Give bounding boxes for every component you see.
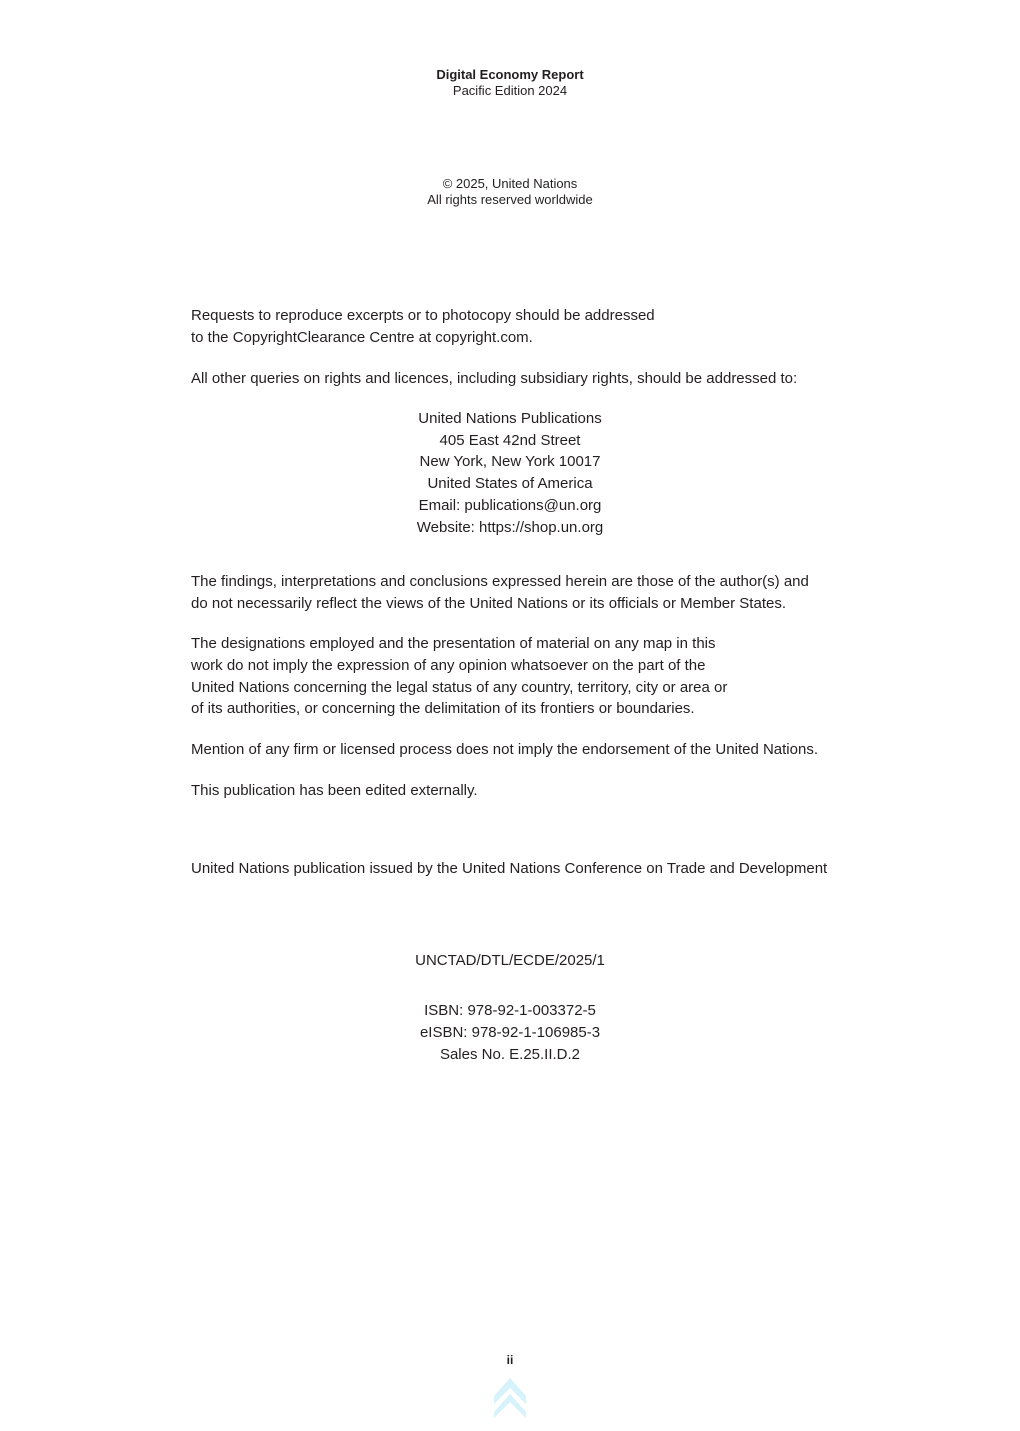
- sales-number-line: Sales No. E.25.II.D.2: [439, 1045, 581, 1063]
- rights-line: All rights reserved worldwide: [427, 192, 593, 207]
- address-line: United States of America: [427, 475, 593, 493]
- paragraph-line: work do not imply the expression of any opinion whatsoever on the part of the: [191, 656, 706, 674]
- paragraph-line: Mention of any firm or licensed process does not imply the endorsement of the United Nations.: [191, 741, 818, 758]
- running-header: [0, 67, 1020, 99]
- publisher-address: [0, 408, 1020, 538]
- editing-note: [191, 780, 851, 802]
- paragraph-line: do not necessarily reflect the views of the United Nations or its officials or Member States.: [191, 594, 786, 612]
- paragraph-line: to the CopyrightClearance Centre at copyright.com.: [191, 328, 533, 346]
- copyright-line: © 2025, United Nations: [442, 176, 578, 191]
- eisbn-line: eISBN: 978-92-1-106985-3: [419, 1023, 601, 1041]
- page-number: ii: [506, 1353, 514, 1367]
- address-line: 405 East 42nd Street: [439, 431, 581, 449]
- issuer-statement: [191, 858, 851, 880]
- paragraph-line: Requests to reproduce excerpts or to photocopy should be addressed: [191, 307, 655, 324]
- copyright-notice: [0, 176, 1020, 208]
- email-line: Email: publications@un.org: [418, 496, 602, 514]
- paragraph-line: United Nations publication issued by the United Nations Conference on Trade and Development: [191, 860, 828, 877]
- isbn-line: ISBN: 978-92-1-003372-5: [424, 1002, 596, 1019]
- endorsement-disclaimer: [191, 739, 851, 761]
- paragraph-line: of its authorities, or concerning the delimitation of its frontiers or boundaries.: [191, 700, 695, 718]
- paragraph-line: The designations employed and the presentation of material on any map in this: [191, 635, 716, 652]
- queries-paragraph: [191, 368, 851, 390]
- designations-disclaimer: [191, 633, 851, 720]
- findings-disclaimer: [191, 571, 851, 615]
- reproduction-requests-paragraph: [191, 305, 851, 349]
- document-symbol-line: UNCTAD/DTL/ECDE/2025/1: [415, 952, 605, 969]
- website-line: Website: https://shop.un.org: [416, 518, 604, 536]
- paragraph-line: This publication has been edited externally.: [191, 782, 478, 799]
- double-chevron-up-icon: [494, 1378, 526, 1418]
- document-symbol: [0, 950, 1020, 972]
- paragraph-line: United Nations concerning the legal status of any country, territory, city or area or: [191, 678, 728, 696]
- address-line: New York, New York 10017: [419, 453, 601, 471]
- paragraph-line: The findings, interpretations and conclusions expressed herein are those of the author(s) and: [191, 573, 809, 590]
- publication-identifiers: [0, 1000, 1020, 1065]
- address-line: United Nations Publications: [418, 410, 602, 427]
- paragraph-line: All other queries on rights and licences, including subsidiary rights, should be addressed to:: [191, 370, 798, 387]
- report-subtitle: Pacific Edition 2024: [452, 83, 568, 98]
- report-title: Digital Economy Report: [436, 67, 584, 82]
